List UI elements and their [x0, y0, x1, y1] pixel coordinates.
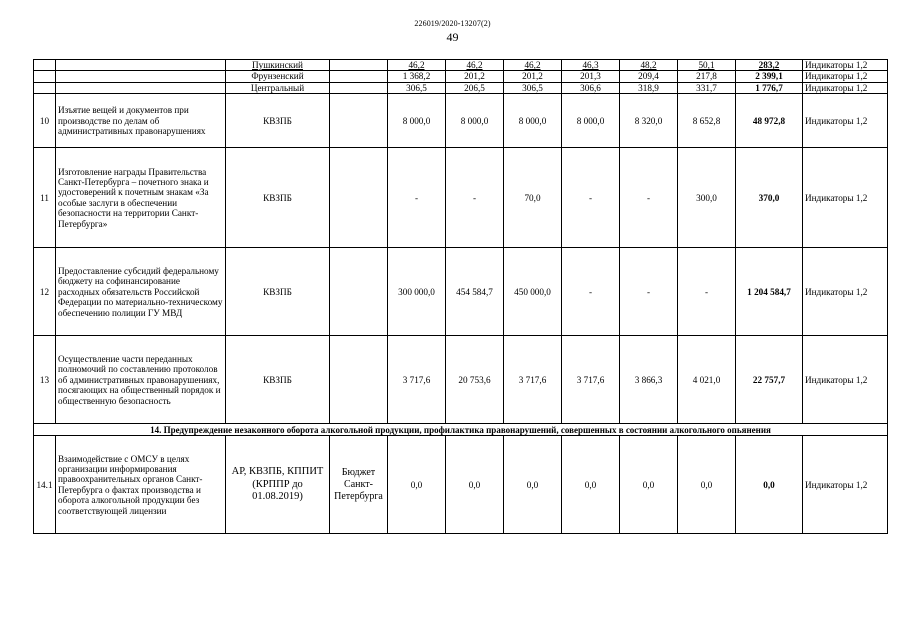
row-name-cell: Изготовление награды Правительства Санкт-Петербурга – почетного знака и удостоверений к почетным знакам «За особые заслуги в обеспечении безопасности на территории Санкт-Петербурга»: [56, 148, 226, 248]
total-cell: 1 776,7: [736, 82, 803, 93]
value-cell: 201,2: [504, 71, 562, 82]
value-cell: 0,0: [562, 436, 620, 534]
value-cell: 48,2: [620, 60, 678, 71]
indicators-cell: Индикаторы 1,2: [803, 60, 888, 71]
table-row: [34, 436, 888, 534]
value-cell: 0,0: [504, 436, 562, 534]
value-cell: 318,9: [620, 82, 678, 93]
value-cell: 46,2: [504, 60, 562, 71]
value-cell: 20 753,6: [446, 336, 504, 424]
value-cell: 209,4: [620, 71, 678, 82]
value-cell: 46,2: [388, 60, 446, 71]
total-cell: 48 972,8: [736, 94, 803, 148]
executor-cell: КВЗПБ: [226, 148, 330, 248]
document-code: 226019/2020-13207(2): [414, 19, 491, 28]
value-cell: 1 368,2: [388, 71, 446, 82]
total-cell: 1 204 584,7: [736, 248, 803, 336]
value-cell: 306,5: [504, 82, 562, 93]
section-title: 14. Предупреждение незаконного оборота алкогольной продукции, профилактика правонарушений, совершенных в состоянии алкогольного опьянения: [34, 424, 888, 436]
district-cell: Пушкинский: [226, 60, 330, 71]
table-row: [34, 248, 888, 336]
table-row: [34, 71, 888, 82]
total-cell: 283,2: [736, 60, 803, 71]
value-cell: 46,3: [562, 60, 620, 71]
source-cell: [330, 60, 388, 71]
value-cell: 306,5: [388, 82, 446, 93]
row-name-cell: Предоставление субсидий федеральному бюджету на софинансирование расходных обязательств Российской Федерации по материально-техническому обеспечению полиции ГУ МВД: [56, 248, 226, 336]
value-cell: -: [620, 248, 678, 336]
value-cell: 3 717,6: [504, 336, 562, 424]
section-row: [34, 424, 888, 436]
executor-cell: КВЗПБ: [226, 248, 330, 336]
value-cell: 217,8: [678, 71, 736, 82]
value-cell: -: [562, 148, 620, 248]
row-number-cell: 10: [34, 94, 56, 148]
indicators-cell: Индикаторы 1,2: [803, 336, 888, 424]
row-name-cell: Осуществление части переданных полномочий по составлению протоколов об административных правонарушениях, посягающих на общественный порядок и общественную безопасность: [56, 336, 226, 424]
value-cell: 0,0: [620, 436, 678, 534]
value-cell: 3 866,3: [620, 336, 678, 424]
value-cell: 8 652,8: [678, 94, 736, 148]
table-row: [34, 60, 888, 71]
total-cell: 2 399,1: [736, 71, 803, 82]
indicators-cell: Индикаторы 1,2: [803, 82, 888, 93]
value-cell: 8 000,0: [562, 94, 620, 148]
value-cell: 8 000,0: [446, 94, 504, 148]
row-name-cell: [56, 82, 226, 93]
row-number-cell: 12: [34, 248, 56, 336]
value-cell: 8 320,0: [620, 94, 678, 148]
value-cell: 8 000,0: [388, 94, 446, 148]
row-number-cell: [34, 60, 56, 71]
page-number: 49: [446, 30, 459, 44]
indicators-cell: Индикаторы 1,2: [803, 436, 888, 534]
value-cell: 306,6: [562, 82, 620, 93]
value-cell: 0,0: [446, 436, 504, 534]
source-cell: [330, 336, 388, 424]
district-cell: Фрунзенский: [226, 71, 330, 82]
indicators-cell: Индикаторы 1,2: [803, 148, 888, 248]
value-cell: 206,5: [446, 82, 504, 93]
source-cell: [330, 82, 388, 93]
value-cell: -: [446, 148, 504, 248]
row-name-cell: [56, 60, 226, 71]
total-cell: 22 757,7: [736, 336, 803, 424]
row-number-cell: 11: [34, 148, 56, 248]
row-number-cell: 14.1: [34, 436, 56, 534]
value-cell: 0,0: [678, 436, 736, 534]
value-cell: 201,2: [446, 71, 504, 82]
value-cell: 4 021,0: [678, 336, 736, 424]
value-cell: 454 584,7: [446, 248, 504, 336]
value-cell: 201,3: [562, 71, 620, 82]
value-cell: 450 000,0: [504, 248, 562, 336]
total-cell: 0,0: [736, 436, 803, 534]
table-row: [34, 336, 888, 424]
indicators-cell: Индикаторы 1,2: [803, 94, 888, 148]
row-number-cell: 13: [34, 336, 56, 424]
row-name-cell: [56, 71, 226, 82]
table-row: [34, 148, 888, 248]
row-name-cell: Взаимодействие с ОМСУ в целях организации информирования правоохранительных органов Санкт-Петербурга о фактах производства и оборота алкогольной продукции без соответствующей лицензии: [56, 436, 226, 534]
executor-cell: КВЗПБ: [226, 94, 330, 148]
value-cell: -: [678, 248, 736, 336]
executor-cell: АР, КВЗПБ, КППИТ (КРППР до 01.08.2019): [226, 436, 330, 534]
source-cell: [330, 248, 388, 336]
value-cell: 46,2: [446, 60, 504, 71]
value-cell: 331,7: [678, 82, 736, 93]
value-cell: 300 000,0: [388, 248, 446, 336]
source-cell: [330, 94, 388, 148]
budget-table: [33, 59, 888, 534]
value-cell: 50,1: [678, 60, 736, 71]
total-cell: 370,0: [736, 148, 803, 248]
indicators-cell: Индикаторы 1,2: [803, 71, 888, 82]
row-number-cell: [34, 71, 56, 82]
row-number-cell: [34, 82, 56, 93]
funding-source-cell: Бюджет Санкт-Петербурга: [330, 436, 388, 534]
table-row: [34, 94, 888, 148]
row-name-cell: Изъятие вещей и документов при производстве по делам об административных правонарушениях: [56, 94, 226, 148]
source-cell: [330, 71, 388, 82]
district-cell: Центральный: [226, 82, 330, 93]
value-cell: 8 000,0: [504, 94, 562, 148]
executor-cell: КВЗПБ: [226, 336, 330, 424]
value-cell: 3 717,6: [388, 336, 446, 424]
value-cell: -: [388, 148, 446, 248]
value-cell: 70,0: [504, 148, 562, 248]
value-cell: -: [620, 148, 678, 248]
value-cell: 0,0: [388, 436, 446, 534]
source-cell: [330, 148, 388, 248]
value-cell: -: [562, 248, 620, 336]
indicators-cell: Индикаторы 1,2: [803, 248, 888, 336]
value-cell: 300,0: [678, 148, 736, 248]
table-row: [34, 82, 888, 93]
value-cell: 3 717,6: [562, 336, 620, 424]
